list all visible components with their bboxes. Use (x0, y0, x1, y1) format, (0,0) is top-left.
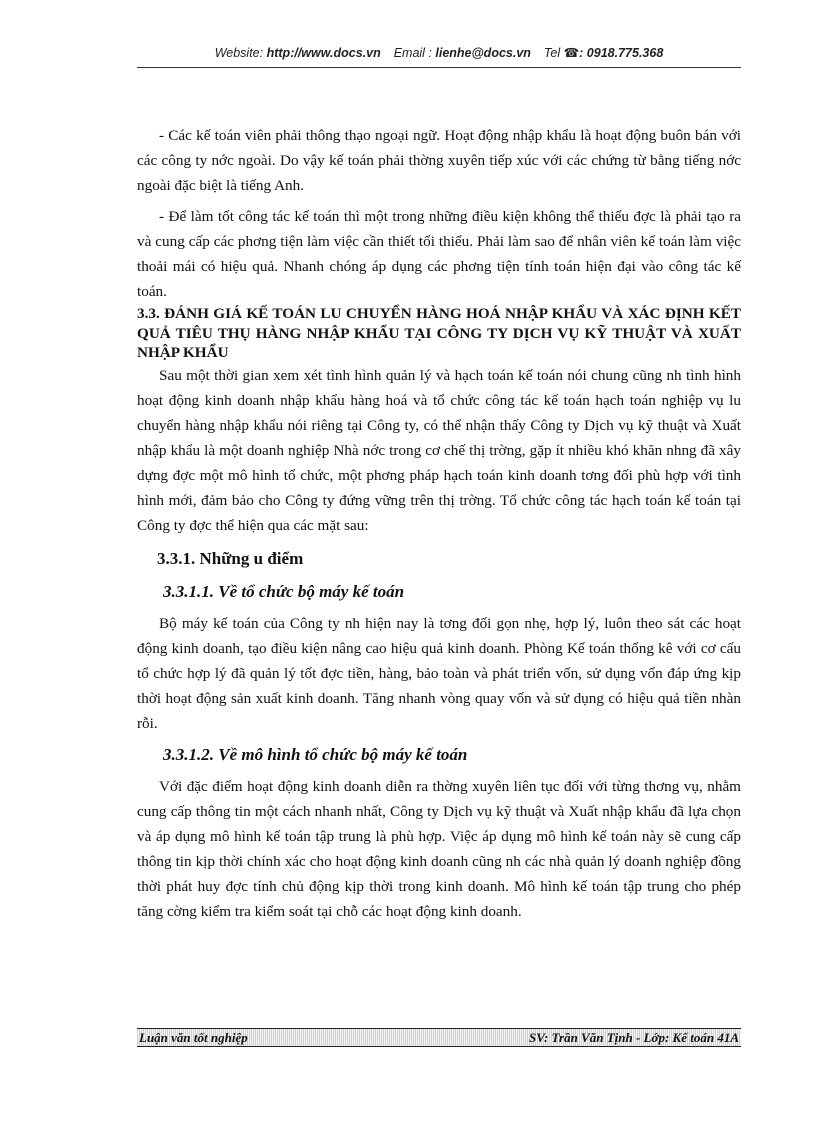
phone-icon: ☎ (563, 46, 580, 60)
paragraph-accounting-apparatus: Bộ máy kế toán của Công ty nh hiện nay là tơng đối gọn nhẹ, hợp lý, luôn theo sát các hoạt động kinh doanh, tạo điều kiện nâng cao hiệu quả kinh doanh. Phòng Kế toán thống kê với cơ cấu tổ chức hợp lý đã quản lý tốt đợc tiền, hàng, bảo toàn và phát triển vốn, sử dụng vốn đáp ứng kịp thời hoạt động sản xuất kinh doanh. Tăng nhanh vòng quay vốn và sử dụng có hiệu quả tiền nhàn rỗi. (137, 614, 741, 732)
tel-label: Tel (543, 46, 561, 60)
website-link[interactable]: http://www.docs.vn (266, 46, 381, 60)
section-title: 3.3. ĐÁNH GIÁ KẾ TOÁN LU CHUYỂN HÀNG HOÁ NHẬP KHẨU VÀ XÁC ĐỊNH KẾT QUẢ TIÊU THỤ HÀNG NHẬP KHẨU TẠI CÔNG TY DỊCH VỤ KỸ THUẬT VÀ XUẤT NHẬP KHẨU (137, 305, 741, 361)
paragraph-equipment: - Để làm tốt công tác kế toán thì một trong những điều kiện không thể thiếu đợc là phải tạo ra và cung cấp các phơng tiện làm việc cần thiết tối thiểu. Phải làm sao để nhân viên kế toán làm việc thoải mái có hiệu quả. Nhanh chóng áp dụng các phơng tiện tính toán hiện đại vào công tác kế toán. (137, 208, 741, 300)
paragraph-foreign-language: - Các kế toán viên phải thông thạo ngoại ngữ. Hoạt động nhập khẩu là hoạt động buôn bán với các công ty nớc ngoài. Do vậy kế toán phải thờng xuyên tiếp xúc với các chứng từ bằng tiếng nớc ngoài đặc biệt là tiếng Anh. (137, 127, 741, 194)
document-body (137, 123, 741, 930)
email-label: Email : (393, 46, 432, 60)
heading-advantages: 3.3.1. Những u điểm (157, 548, 304, 568)
tel-number: : 0918.775.368 (579, 46, 664, 60)
footer-thesis-label: Luận văn tốt nghiệp (139, 1030, 248, 1045)
heading-accounting-model: 3.3.1.2. Về mô hình tổ chức bộ máy kế toán (163, 744, 468, 764)
email-link[interactable]: lienhe@docs.vn (435, 46, 531, 60)
page-header (137, 45, 741, 68)
page-footer (137, 1028, 741, 1047)
paragraph-accounting-model: Với đặc điểm hoạt động kinh doanh diễn ra thờng xuyên liên tục đối với từng thơng vụ, nhằm cung cấp thông tin một cách nhanh nhất, Công ty Dịch vụ kỹ thuật và Xuất nhập khẩu đã lựa chọn và áp dụng mô hình kế toán tập trung là phù hợp. Việc áp dụng mô hình kế toán này sẽ cung cấp thông tin kịp thời chính xác cho hoạt động kinh doanh cũng nh các nhà quản lý doanh nghiệp đồng thời phát huy đợc tính chủ động kịp thời trong kinh doanh. Mô hình kế toán tập trung cho phép tăng cờng kiểm tra kiểm soát tại chỗ các hoạt động kinh doanh. (137, 777, 741, 920)
heading-accounting-apparatus: 3.3.1.1. Về tổ chức bộ máy kế toán (163, 581, 405, 601)
website-label: Website: (214, 46, 264, 60)
footer-student-info: SV: Trần Văn Tịnh - Lớp: Kế toán 41A (529, 1030, 739, 1045)
paragraph-overview: Sau một thời gian xem xét tình hình quản lý và hạch toán kế toán nói chung cũng nh tình hình hoạt động kinh doanh nhập khẩu hàng hoá và tổ chức công tác kế toán hạch toán nghiệp vụ lu chuyển hàng nhập khẩu nói riêng tại Công ty, có thể nhận thấy Công ty Dịch vụ kỹ thuật và Xuất nhập khẩu là một doanh nghiệp Nhà nớc trong cơ chế thị trờng, gặp ít nhiều khó khăn nhng đã xây dựng đợc một mô hình tổ chức, một phơng pháp hạch toán kinh doanh tơng đối phù hợp với tình hình mới, đảm bảo cho Công ty đứng vững trên thị trờng. Tổ chức công tác hạch toán kế toán tại Công ty đợc thể hiện qua các mặt sau: (137, 366, 741, 534)
